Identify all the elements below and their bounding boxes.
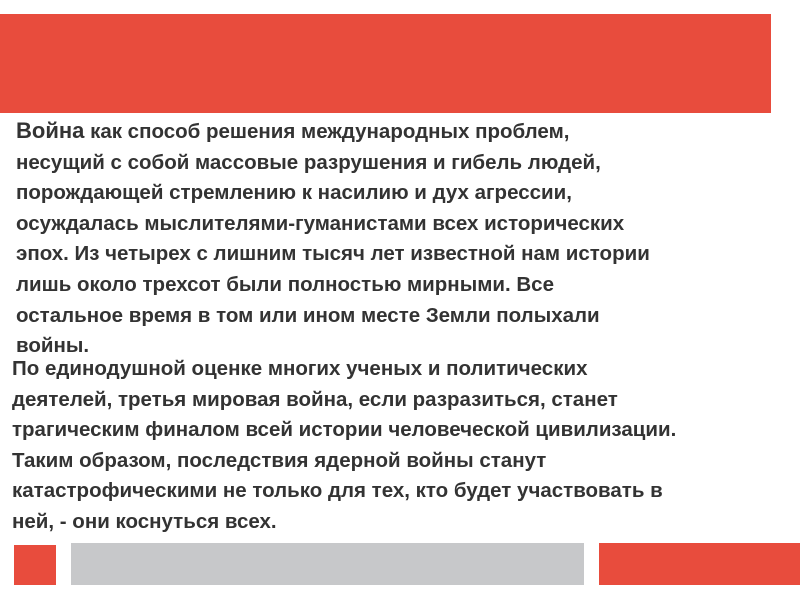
paragraph-line: остальное время в том или ином месте Земли полыхали <box>16 303 600 327</box>
paragraph-line: лишь около трехсот были полностью мирными. Все <box>16 272 554 296</box>
paragraph-line: эпох. Из четырех с лишним тысяч лет известной нам истории <box>16 242 650 266</box>
bottom-grey-bar <box>71 543 584 585</box>
paragraph-line: Таким образом, последствия ядерной войны станут <box>12 448 547 472</box>
paragraph-line: осуждалась мыслителями-гуманистами всех исторических <box>16 211 625 235</box>
paragraph-line: порождающей стремлению к насилию и дух агрессии, <box>16 181 572 205</box>
paragraph-war-history <box>16 116 650 362</box>
paragraph-nuclear-war <box>12 354 676 538</box>
line-text: как способ решения международных проблем, <box>84 120 570 143</box>
paragraph-line: несущий с собой массовые разрушения и гибель людей, <box>16 150 601 174</box>
bottom-right-bar <box>599 543 800 585</box>
paragraph-line: катастрофическими не только для тех, кто будет участвовать в <box>12 479 663 503</box>
lead-word: Война <box>16 118 85 143</box>
paragraph-line: войны. <box>16 334 90 358</box>
paragraph-line: По единодушной оценке многих ученых и политических <box>12 357 588 380</box>
paragraph-line: трагическим финалом всей истории человеческой цивилизации. <box>12 418 677 442</box>
bottom-left-square <box>14 545 56 585</box>
paragraph-line <box>16 116 650 148</box>
top-banner <box>0 14 771 113</box>
paragraph-line: ней, - они коснуться всех. <box>12 509 277 533</box>
paragraph-line: деятелей, третья мировая война, если разразиться, станет <box>12 387 618 411</box>
